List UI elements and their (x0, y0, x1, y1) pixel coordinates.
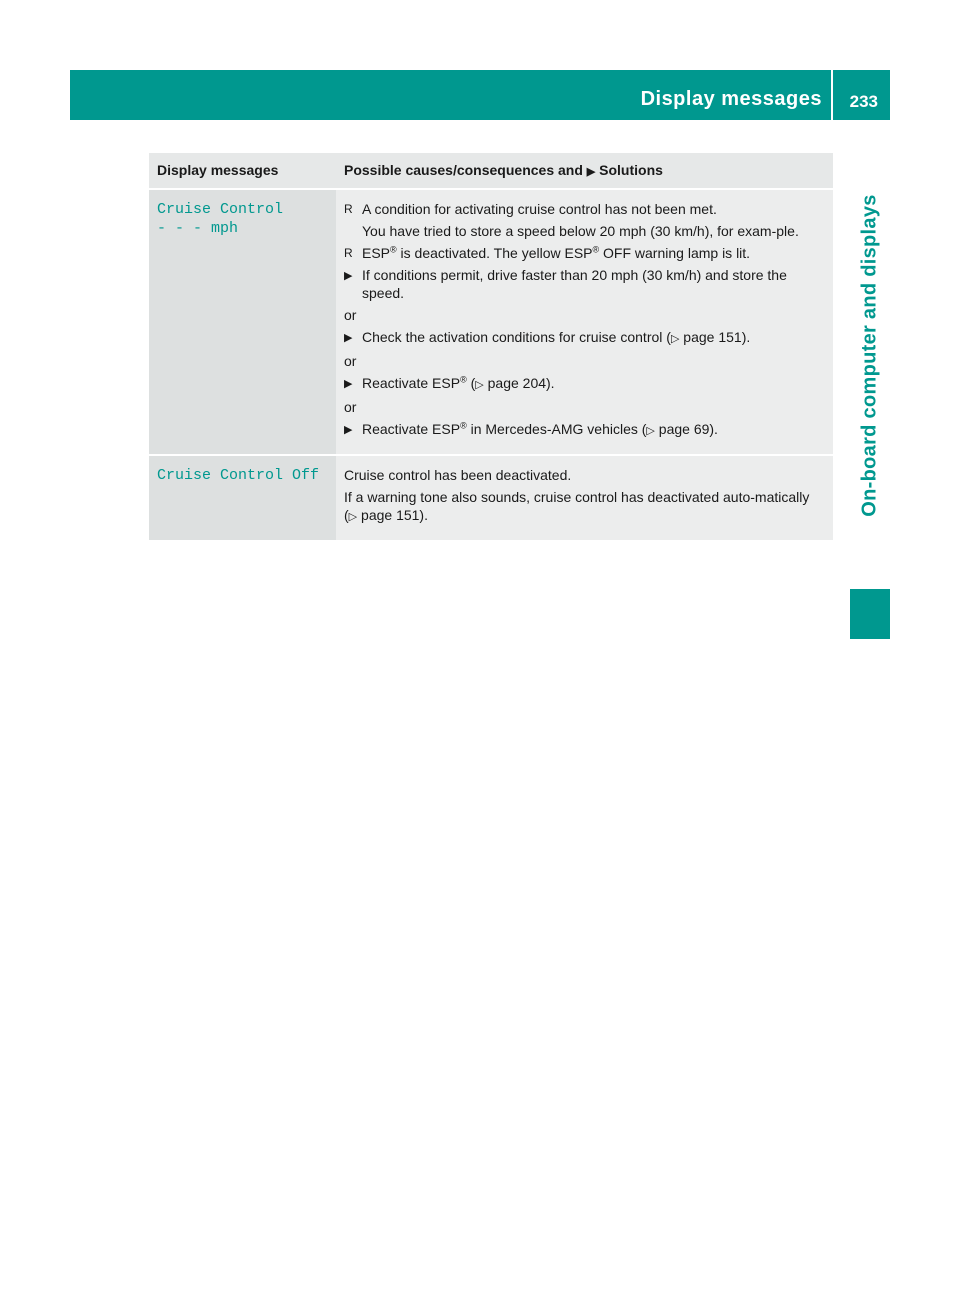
list-item: R A condition for activating cruise control has not been met. (344, 201, 717, 217)
step-arrow-icon: ▶ (344, 378, 353, 390)
display-message-text: Cruise Control Off (157, 467, 320, 484)
column-header-solutions: Possible causes/consequences and ▶ Solutions (336, 153, 833, 189)
registered-mark: ® (592, 244, 600, 255)
bullet-icon: R (344, 202, 353, 216)
page-reference[interactable]: page 151). (357, 507, 428, 523)
step-arrow-icon: ▶ (344, 424, 353, 436)
side-tab-block (850, 589, 890, 639)
registered-mark: ® (460, 374, 467, 385)
page-ref-icon: ▷ (670, 333, 680, 345)
side-tab-label: On-board computer and displays (858, 193, 881, 517)
table-header-row (149, 153, 833, 189)
or-label: or (344, 353, 357, 369)
list-item: R ESP® is deactivated. The yellow ESP® OFF warning lamp is lit. (344, 244, 751, 261)
page-ref-icon: ▷ (475, 379, 484, 391)
message-cell (149, 455, 336, 540)
solution-step: ▶ Reactivate ESP® (▷ page 204). (344, 374, 555, 391)
page-ref-icon: ▷ (348, 511, 358, 523)
solution-step: ▶ Reactivate ESP® in Mercedes-AMG vehicles (▷ page 69). (344, 420, 718, 437)
solution-cell (336, 455, 833, 540)
info-paragraph: If a warning tone also sounds, cruise control has deactivated auto-matically (▷ page 151). (344, 489, 810, 523)
message-cell (149, 189, 336, 455)
info-paragraph: Cruise control has been deactivated. (344, 467, 572, 483)
page-ref-icon: ▷ (646, 425, 655, 437)
table-row (149, 189, 833, 455)
page-title: Display messages (640, 88, 822, 110)
or-label: or (344, 307, 357, 323)
page-reference[interactable]: page 204). (483, 375, 555, 391)
page-number: 233 (849, 92, 878, 111)
registered-mark: ® (460, 420, 467, 431)
header-bar (70, 70, 890, 120)
display-message-text: - - - mph (157, 220, 239, 237)
display-message-text: Cruise Control (157, 201, 284, 218)
header-divider (831, 70, 833, 120)
table-row (149, 455, 833, 540)
step-arrow-icon: ▶ (344, 270, 353, 282)
registered-mark: ® (390, 244, 397, 255)
step-arrow-icon: ▶ (586, 166, 596, 178)
side-tab (850, 120, 890, 590)
step-arrow-icon: ▶ (344, 332, 353, 344)
solution-step: ▶ Check the activation conditions for cruise control (▷ page 151). (344, 329, 751, 345)
or-label: or (344, 399, 357, 415)
page-reference[interactable]: page 69). (654, 421, 718, 437)
column-header-messages: Display messages (149, 153, 336, 189)
bullet-icon: R (344, 246, 353, 260)
solution-step: ▶ If conditions permit, drive faster than 20 mph (30 km/h) and store the speed. (344, 267, 787, 301)
solution-cell (336, 189, 833, 455)
list-item-detail: You have tried to store a speed below 20 mph (30 km/h), for exam-ple. (362, 223, 799, 239)
display-messages-table (149, 153, 833, 540)
page-reference[interactable]: page 151). (679, 329, 751, 345)
